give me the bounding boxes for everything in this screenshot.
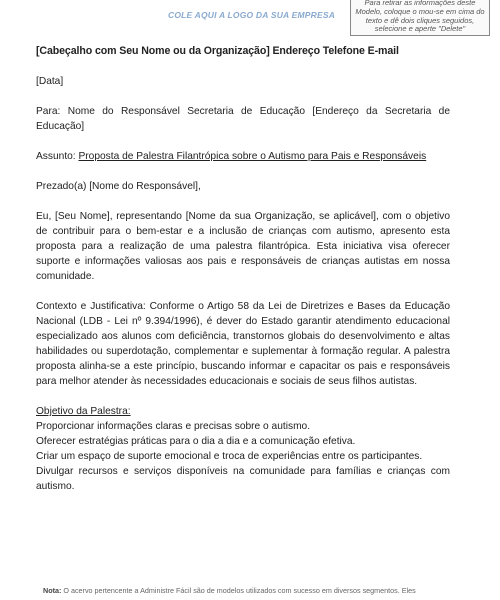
subject-text: Proposta de Palestra Filantrópica sobre o Autismo para Pais e Responsáveis xyxy=(78,151,427,162)
subject-label: Assunto: xyxy=(36,151,79,162)
letter-date: [Data] xyxy=(36,76,64,87)
objective-item: Divulgar recursos e serviços disponíveis na comunidade para famílias e crianças com autismo. xyxy=(36,466,450,492)
objective-heading: Objetivo da Palestra: xyxy=(36,406,131,417)
letter-recipient: Para: Nome do Responsável Secretaria de Educação [Endereço da Secretaria de Educação] xyxy=(36,106,450,132)
footer-note-label: Nota: xyxy=(43,586,62,595)
intro-paragraph: Eu, [Seu Nome], representando [Nome da sua Organização, se aplicável], com o objetivo de contribuir para o bem-estar e a inclusão de crianças com autismo, apresento esta proposta para a realização de uma palestra filantrópica. Esta iniciativa visa oferecer suporte e informações valiosas aos pais e responsáveis de crianças autistas em nossa comunidade. xyxy=(36,211,450,282)
footer-note xyxy=(43,586,500,595)
footer-note-text: O acervo pertencente a Administre Fácil são de modelos utilizados com sucesso em diversos segmentos. Eles xyxy=(61,586,416,595)
objective-item: Oferecer estratégias práticas para o dia a dia e a comunicação efetiva. xyxy=(36,436,356,447)
instruction-hint-box: Para retirar as informações deste Modelo, coloque o mou-se em cima do texto e dê dois cliques seguidos, selecione e aperte "Delete" xyxy=(350,0,490,36)
letter-subject xyxy=(36,149,450,164)
objective-item: Criar um espaço de suporte emocional e troca de experiências entre os participantes. xyxy=(36,451,423,462)
letter-header: [Cabeçalho com Seu Nome ou da Organização] Endereço Telefone E-mail xyxy=(36,45,399,57)
logo-placeholder: COLE AQUI A LOGO DA SUA EMPRESA xyxy=(168,10,336,20)
document-body xyxy=(36,44,450,494)
context-paragraph: Contexto e Justificativa: Conforme o Artigo 58 da Lei de Diretrizes e Bases da Educação Nacional (LDB - Lei nº 9.394/1996), é dever do Estado garantir atendimento educacional especializado aos alunos com deficiência, transtornos globais do desenvolvimento e altas habilidades ou superdotação, complementar e suplementar à formação regular. A palestra proposta alinha-se a este princípio, buscando informar e capacitar os pais e responsáveis para melhor atender às necessidades educacionais e sociais de seus filhos autistas. xyxy=(36,301,450,387)
objective-item: Proporcionar informações claras e precisas sobre o autismo. xyxy=(36,421,311,432)
letter-greeting: Prezado(a) [Nome do Responsável], xyxy=(36,181,201,192)
